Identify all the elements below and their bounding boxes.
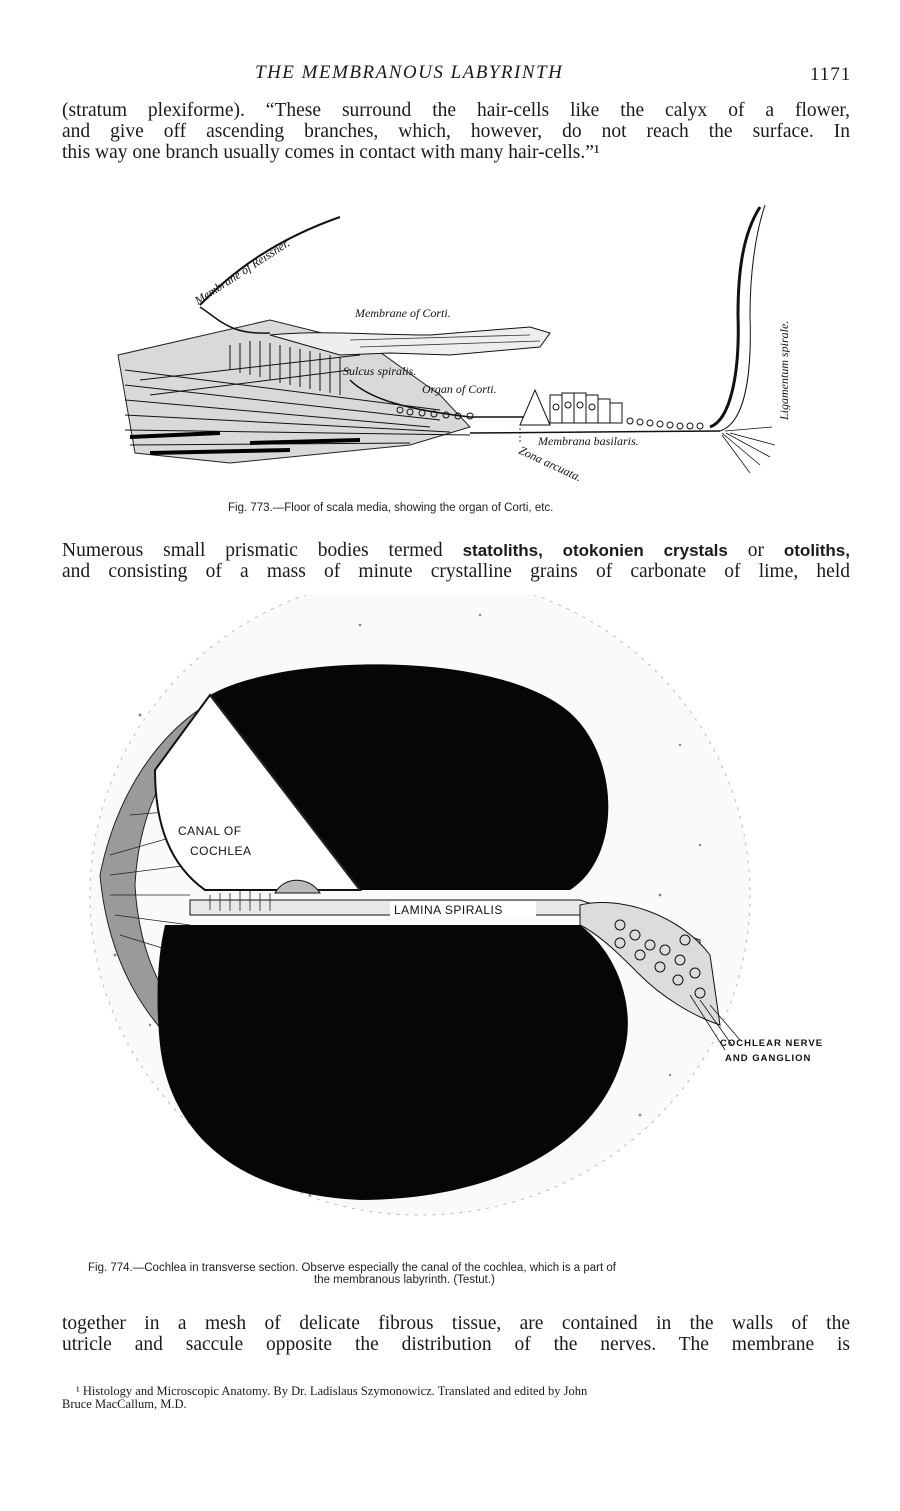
footnote — [62, 1385, 850, 1411]
term-statoliths: statoliths, otokonien crystals — [462, 541, 728, 560]
paragraph-text: or — [727, 540, 784, 561]
figure-773-illustration — [110, 195, 790, 495]
caption-line: Fig. 774.—Cochlea in transverse section. Observe especially the canal of the cochlea, which is a part of — [88, 1262, 616, 1274]
figure-774-caption — [88, 1262, 828, 1286]
organ-of-corti — [520, 390, 622, 425]
label-zona-arcuata: Zona arcuata. — [516, 443, 584, 485]
paragraph-text: Numerous small prismatic bodies termed — [62, 540, 463, 561]
label-membrane-of-corti: Membrane of Corti. — [355, 306, 451, 320]
paragraph-2 — [62, 540, 850, 582]
label-cochlear-nerve-line2: AND GANGLION — [725, 1053, 812, 1064]
caption-line: the membranous labyrinth. (Testut.) — [314, 1274, 495, 1286]
label-canal-of-cochlea-line2: COCHLEA — [190, 844, 252, 858]
paragraph-line: this way one branch usually comes in contact with many hair-cells.”¹ — [62, 142, 600, 163]
running-title: THE MEMBRANOUS LABYRINTH — [255, 62, 564, 83]
figure-773-caption: Fig. 773.—Floor of scala media, showing the organ of Corti, etc. — [228, 502, 554, 514]
page-number: 1171 — [810, 64, 852, 85]
footnote-line: ¹ Histology and Microscopic Anatomy. By Dr. Ladislaus Szymonowicz. Translated and edited by John — [76, 1384, 588, 1398]
figure-774 — [60, 595, 860, 1255]
label-canal-of-cochlea-line1: CANAL OF — [178, 824, 242, 838]
running-head — [0, 62, 900, 86]
paragraph-line: together in a mesh of delicate fibrous tissue, are contained in the walls of the — [62, 1313, 850, 1334]
paragraph-1 — [62, 100, 850, 163]
membrana-basilaris — [470, 431, 720, 433]
paragraph-line: and give off ascending branches, which, however, do not reach the surface. In — [62, 121, 850, 142]
footnote-line: Bruce MacCallum, M.D. — [62, 1397, 187, 1411]
figure-773 — [110, 195, 790, 495]
label-organ-of-corti: Organ of Corti. — [422, 382, 497, 396]
figure-774-illustration — [60, 595, 860, 1255]
term-otoliths: otoliths, — [783, 541, 850, 560]
label-membrana-basilaris: Membrana basilaris. — [538, 434, 639, 448]
paragraph-3 — [62, 1313, 850, 1355]
paragraph-line: utricle and saccule opposite the distribution of the nerves. The membrane is — [62, 1334, 850, 1355]
ligamentum-spirale — [710, 207, 760, 427]
paragraph-line: and consisting of a mass of minute crystalline grains of carbonate of lime, held — [62, 561, 850, 582]
label-cochlear-nerve-line1: COCHLEAR NERVE — [720, 1038, 824, 1049]
label-ligamentum-spirale: Ligamentum spirale. — [777, 320, 790, 420]
paragraph-line — [62, 540, 850, 561]
label-sulcus-spiralis: Sulcus spiralis. — [343, 364, 417, 378]
label-membrane-of-reissner: Membrane of Reissner. — [192, 235, 293, 308]
paragraph-line: (stratum plexiforme). “These surround the hair-cells like the calyx of a flower, — [62, 100, 850, 121]
label-lamina-spiralis: LAMINA SPIRALIS — [394, 903, 503, 917]
